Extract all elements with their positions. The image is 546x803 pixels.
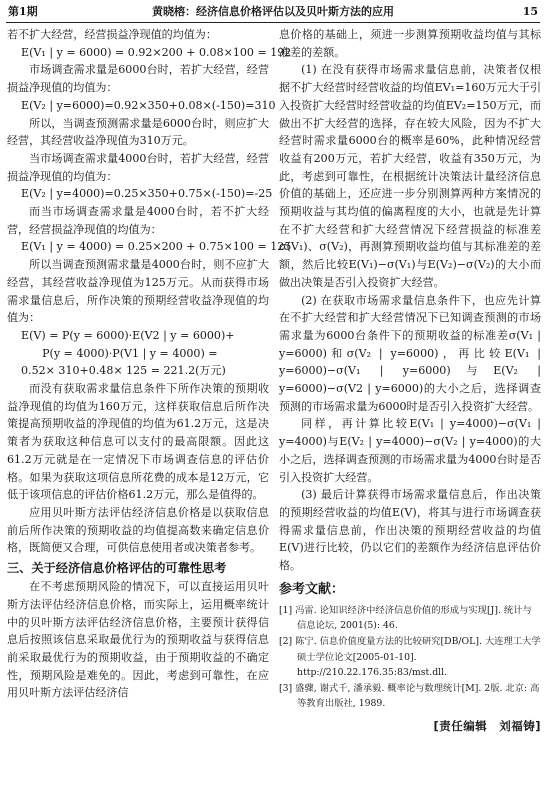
paragraph: 息价格的基础上，须进一步测算预期收益均值与其标准差的差额。 [279, 28, 541, 59]
equation-line: E(V₂ | y=6000)=0.92×350+0.08×(-150)=310 [7, 98, 276, 112]
paragraph: 应用贝叶斯方法评估经济信息价格是以获取信息前后所作决策的预期收益的均值提高数来确定信息价格，既简便又合理，可供信息使用者或决策者参考。 [7, 505, 269, 555]
reference-item: [2] 陈宁. 信息价值度量方法的比较研究[DB/OL]. 大连理工大学硕士学位论文[2005-01-10]. http://210.22.176.35:83/mst.dll. [279, 635, 541, 679]
reference-item: [1] 冯雷. 论知识经济中经济信息价值的形成与实现[J]. 统计与信息论坛, 2001(5): 46. [279, 604, 532, 632]
paragraph: 市场调查需求量是6000台时，若扩大经营，经营损益净现值的均值为： [7, 63, 269, 95]
equation-line: 0.52× 310+0.48× 125 = 221.2(万元) [7, 364, 226, 378]
equation-line: E(V₁ | y = 6000) = 0.92×200 + 0.08×100 = 192 [7, 45, 292, 59]
right-column-body [279, 26, 541, 575]
references-title: 参考文献： [279, 581, 345, 597]
running-title: 黄晓榕：经济信息价格评估以及贝叶斯方法的应用 [152, 5, 394, 18]
equation-line: P(y = 4000)·P(V1 | y = 4000) = [7, 346, 218, 360]
paragraph: 当市场调查需求量4000台时，若扩大经营，经营损益净现值的均值为： [7, 151, 269, 183]
page-header [8, 3, 538, 21]
right-column [279, 26, 541, 736]
paragraph: (1) 在没有获得市场需求量信息前，决策者仅根据不扩大经营时经营收益的均值EV₁=160万元大于引入投资扩大经营时经营收益的均值EV₂=150万元，而做出不扩大经营的选择，存在较大风险，因为不扩大经营时需求量6000台的概率是60%，此种情况经营收益有200万元，若扩大经营，收益有350万元，为此，考虑到可靠性，在根据统计决策法计量经济信息价值的基础上，还应进一步分别测算两种方案情况的预期收益与其均值的偏离程度的大小，也就是先计算在不扩大经营和扩大经营情况下经营损益的标准差σ(V₁)、σ(V₂)，再测算预期收益均值与其标准差的差额，然后比较E(V₁)−σ(V₁)与E(V₂)−σ(V₂)的大小而做出决策是否引入投资扩大经营。 [279, 63, 541, 289]
paragraph: 在不考虑预期风险的情况下，可以直接运用贝叶斯方法评估经济信息价格，而实际上，运用概率统计中的贝叶斯方法评估经济信息价格，主要预计获得信息后按照该信息采取最优行为的预期收益与获得信息前采取最优行为的预期收益，由于预期收益的不确定性，预期风险是难免的。因此，考虑到可靠性，在应用贝叶斯方法评估经济信 [7, 580, 269, 700]
section-heading: 三、关于经济信息价格评估的可靠性思考 [7, 561, 227, 576]
equation-line: E(V₁ | y = 4000) = 0.25×200 + 0.75×100 = 125 [7, 240, 292, 254]
issue-number: 第1期 [8, 5, 38, 18]
reference-item: [3] 盛骤, 谢式千, 潘承毅. 概率论与数理统计[M]. 2版. 北京: 高等教育出版社, 1989. [279, 682, 540, 710]
page-number: 15 [522, 5, 538, 18]
paragraph: (3) 最后计算获得市场需求量信息后，作出决策的预期经营收益的均值E(V)，将其与进行市场调查获得需求量信息前，作出决策的预期经营收益的均值E(V)进行比较，仍以它们的差额作为经济信息评估价格。 [279, 488, 541, 573]
paragraph: 而当市场调查需求量是4000台时，若不扩大经营，经营损益净现值的均值为： [7, 205, 269, 236]
header-rule [6, 22, 540, 23]
editor-note: [责任编辑 刘福铸] [433, 718, 541, 733]
references-list [279, 603, 541, 712]
equation-line: E(V₂ | y=4000)=0.25×350+0.75×(-150)=-25 [7, 187, 273, 201]
paragraph: 而没有获取需求量信息条件下所作决策的预期收益净现值的均值为160万元，这样获取信息后所作决策提高预期收益的净现值的均值为61.2万元，这是决策者为获取这种信息可以支付的最高限额。因此这61.2万元就是在一定情况下市场调查信息的评估价格。如果为获取这项信息所花费的成本是12万元，它低于该项信息的评估价格61.2万元，那么是值得的。 [7, 382, 269, 502]
paragraph: 所以，当调查预测需求量是6000台时，则应扩大经营，其经营收益净现值为310万元。 [7, 116, 269, 148]
paragraph: (2) 在获取市场需求量信息条件下，也应先计算在不扩大经营和扩大经营情况下已知调查预测的市场需求量为6000台条件下的预期收益的标准差σ(V₁ | y=6000)和σ(V₂ | y=6000)，再比较E(V₁ | y=6000)−σ(V₁ | y=6000)与E(V₂ | y=6000)−σ(V2 | y=6000)的大小之后，选择调查预测的市场需求量为6000时是否引入投资扩大经营。 [279, 293, 541, 413]
left-column [7, 26, 292, 702]
paragraph: 所以当调查预测需求量是4000台时，则不应扩大经营，其经营收益净现值为125万元。从而获得市场需求量信息后，所作决策的预期经营收益净现值的均值为： [7, 258, 269, 325]
equation-line: E(V) = P(y = 6000)·E(V2 | y = 6000)+ [7, 328, 235, 342]
paragraph: 同样，再计算比较E(V₁ | y=4000)−σ(V₁ | y=4000)与E(V₂ | y=4000)−σ(V₂ | y=4000)的大小之后，选择调查预测的市场需求量为4000台时是否引入投资扩大经营。 [279, 417, 541, 484]
paragraph: 若不扩大经营，经营损益净现值的均值为： [7, 28, 217, 41]
